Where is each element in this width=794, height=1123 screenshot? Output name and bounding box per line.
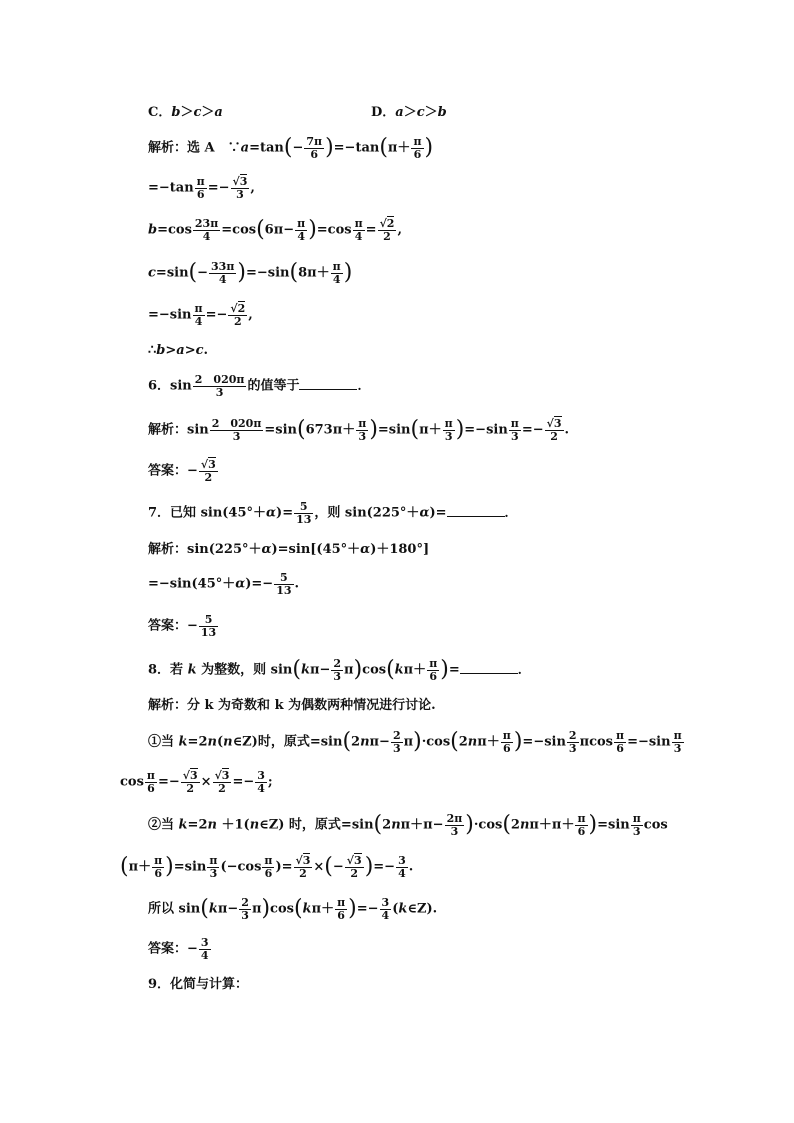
option-c: C．b＞c＞a [148,105,223,120]
q9-question: 9．化简与计算： [148,977,249,992]
q8-conclusion: 所以 sin(kπ− $\frac{2}{3}$ π)cos(kπ＋ $\frac{\pi}{6}$ )=− $\frac{3}{4}$ (k∈Z). [148,896,438,922]
q8-case2-line-2: (π＋ $\frac{\pi}{6}$ )=sin $\frac{\pi}{3}$ (−cos $\frac{\pi}{6}$ )= √ $\frac{3}{2}$ ×(− √ $\frac{3}{2}$ )=− $\frac{3}{4}$ . [120,855,413,879]
q5-solution-line-5: =−sin $\frac{\pi}{4}$ =− √ $\frac{2}{2}$ , [148,303,253,327]
q8-case1-line-2: cos $\frac{\pi}{6}$ =− √ $\frac{3}{2}$ × √ $\frac{3}{2}$ =− $\frac{3}{4}$ ; [120,770,273,794]
q5-solution-line-2: =−tan $\frac{\pi}{6}$ =− √ $\frac{3}{3}$ , [148,176,255,200]
q7-answer: 答案：− $\frac{5}{13}$ [148,613,217,639]
q8-solution-intro: 解析：分 k 为奇数和 k 为偶数两种情况进行讨论. [148,698,436,713]
q7-solution-2: =−sin(45°＋α)=− $\frac{5}{13}$ . [148,571,300,597]
q8-question: 8．若 k 为整数，则 sin(kπ− $\frac{2}{3}$ π)cos(kπ＋ $\frac{\pi}{6}$ )= ． [148,657,531,683]
q7-question: 7．已知 sin(45°＋α)= $\frac{5}{13}$ ，则 sin(225°＋α)= ． [148,500,518,526]
q8-case1-line-1: ①当 k=2n(n∈Z)时，原式=sin(2nπ− $\frac{2}{3}$ π)·cos(2nπ＋ $\frac{\pi}{6}$ )=−sin $\frac{2}{3}$ πcos $\frac{\pi}{6}$ =−sin $\frac{\pi}{3}$ [148,729,682,755]
q6-question: 6．sin $\frac{2 020\pi}{3}$ 的值等于 ． [148,373,371,399]
q8-case2-line-1: ②当 k=2n ＋1(n∈Z) 时，原式=sin(2nπ＋π− $\frac{2\pi}{3}$ )·cos(2nπ＋π＋ $\frac{\pi}{6}$ )=sin $\frac{\pi}{3}$ cos [148,812,668,838]
option-d: D．a＞c＞b [371,105,447,120]
q5-solution-line-4: c=sin(− $\frac{33\pi}{4}$ )=−sin(8π＋ $\frac{\pi}{4}$ ) [148,260,353,286]
q6-solution: 解析：sin $\frac{2 020\pi}{3}$ =sin(673π＋ $\frac{\pi}{3}$ )=sin(π＋ $\frac{\pi}{3}$ )=−sin $\frac{\pi}{3}$ =− √ $\frac{3}{2}$ . [148,418,569,442]
q8-answer: 答案：− $\frac{3}{4}$ [148,936,209,962]
q7-solution-1: 解析：sin(225°＋α)=sin[(45°＋α)＋180°] [148,542,430,557]
q5-solution-line-3: b=cos $\frac{23\pi}{4}$ =cos(6π− $\frac{\pi}{4}$ )=cos $\frac{\pi}{4}$ = √ $\frac{2}{2}$ , [148,218,402,242]
q5-solution-line-6: ∴b>a>c. [148,343,209,358]
q5-solution-line-1: 解析：选 A ∵a=tan(− $\frac{7\pi}{6}$ )=−tan(π＋ $\frac{\pi}{6}$ ) [148,135,434,161]
q6-answer: 答案：− √ $\frac{3}{2}$ [148,459,219,483]
